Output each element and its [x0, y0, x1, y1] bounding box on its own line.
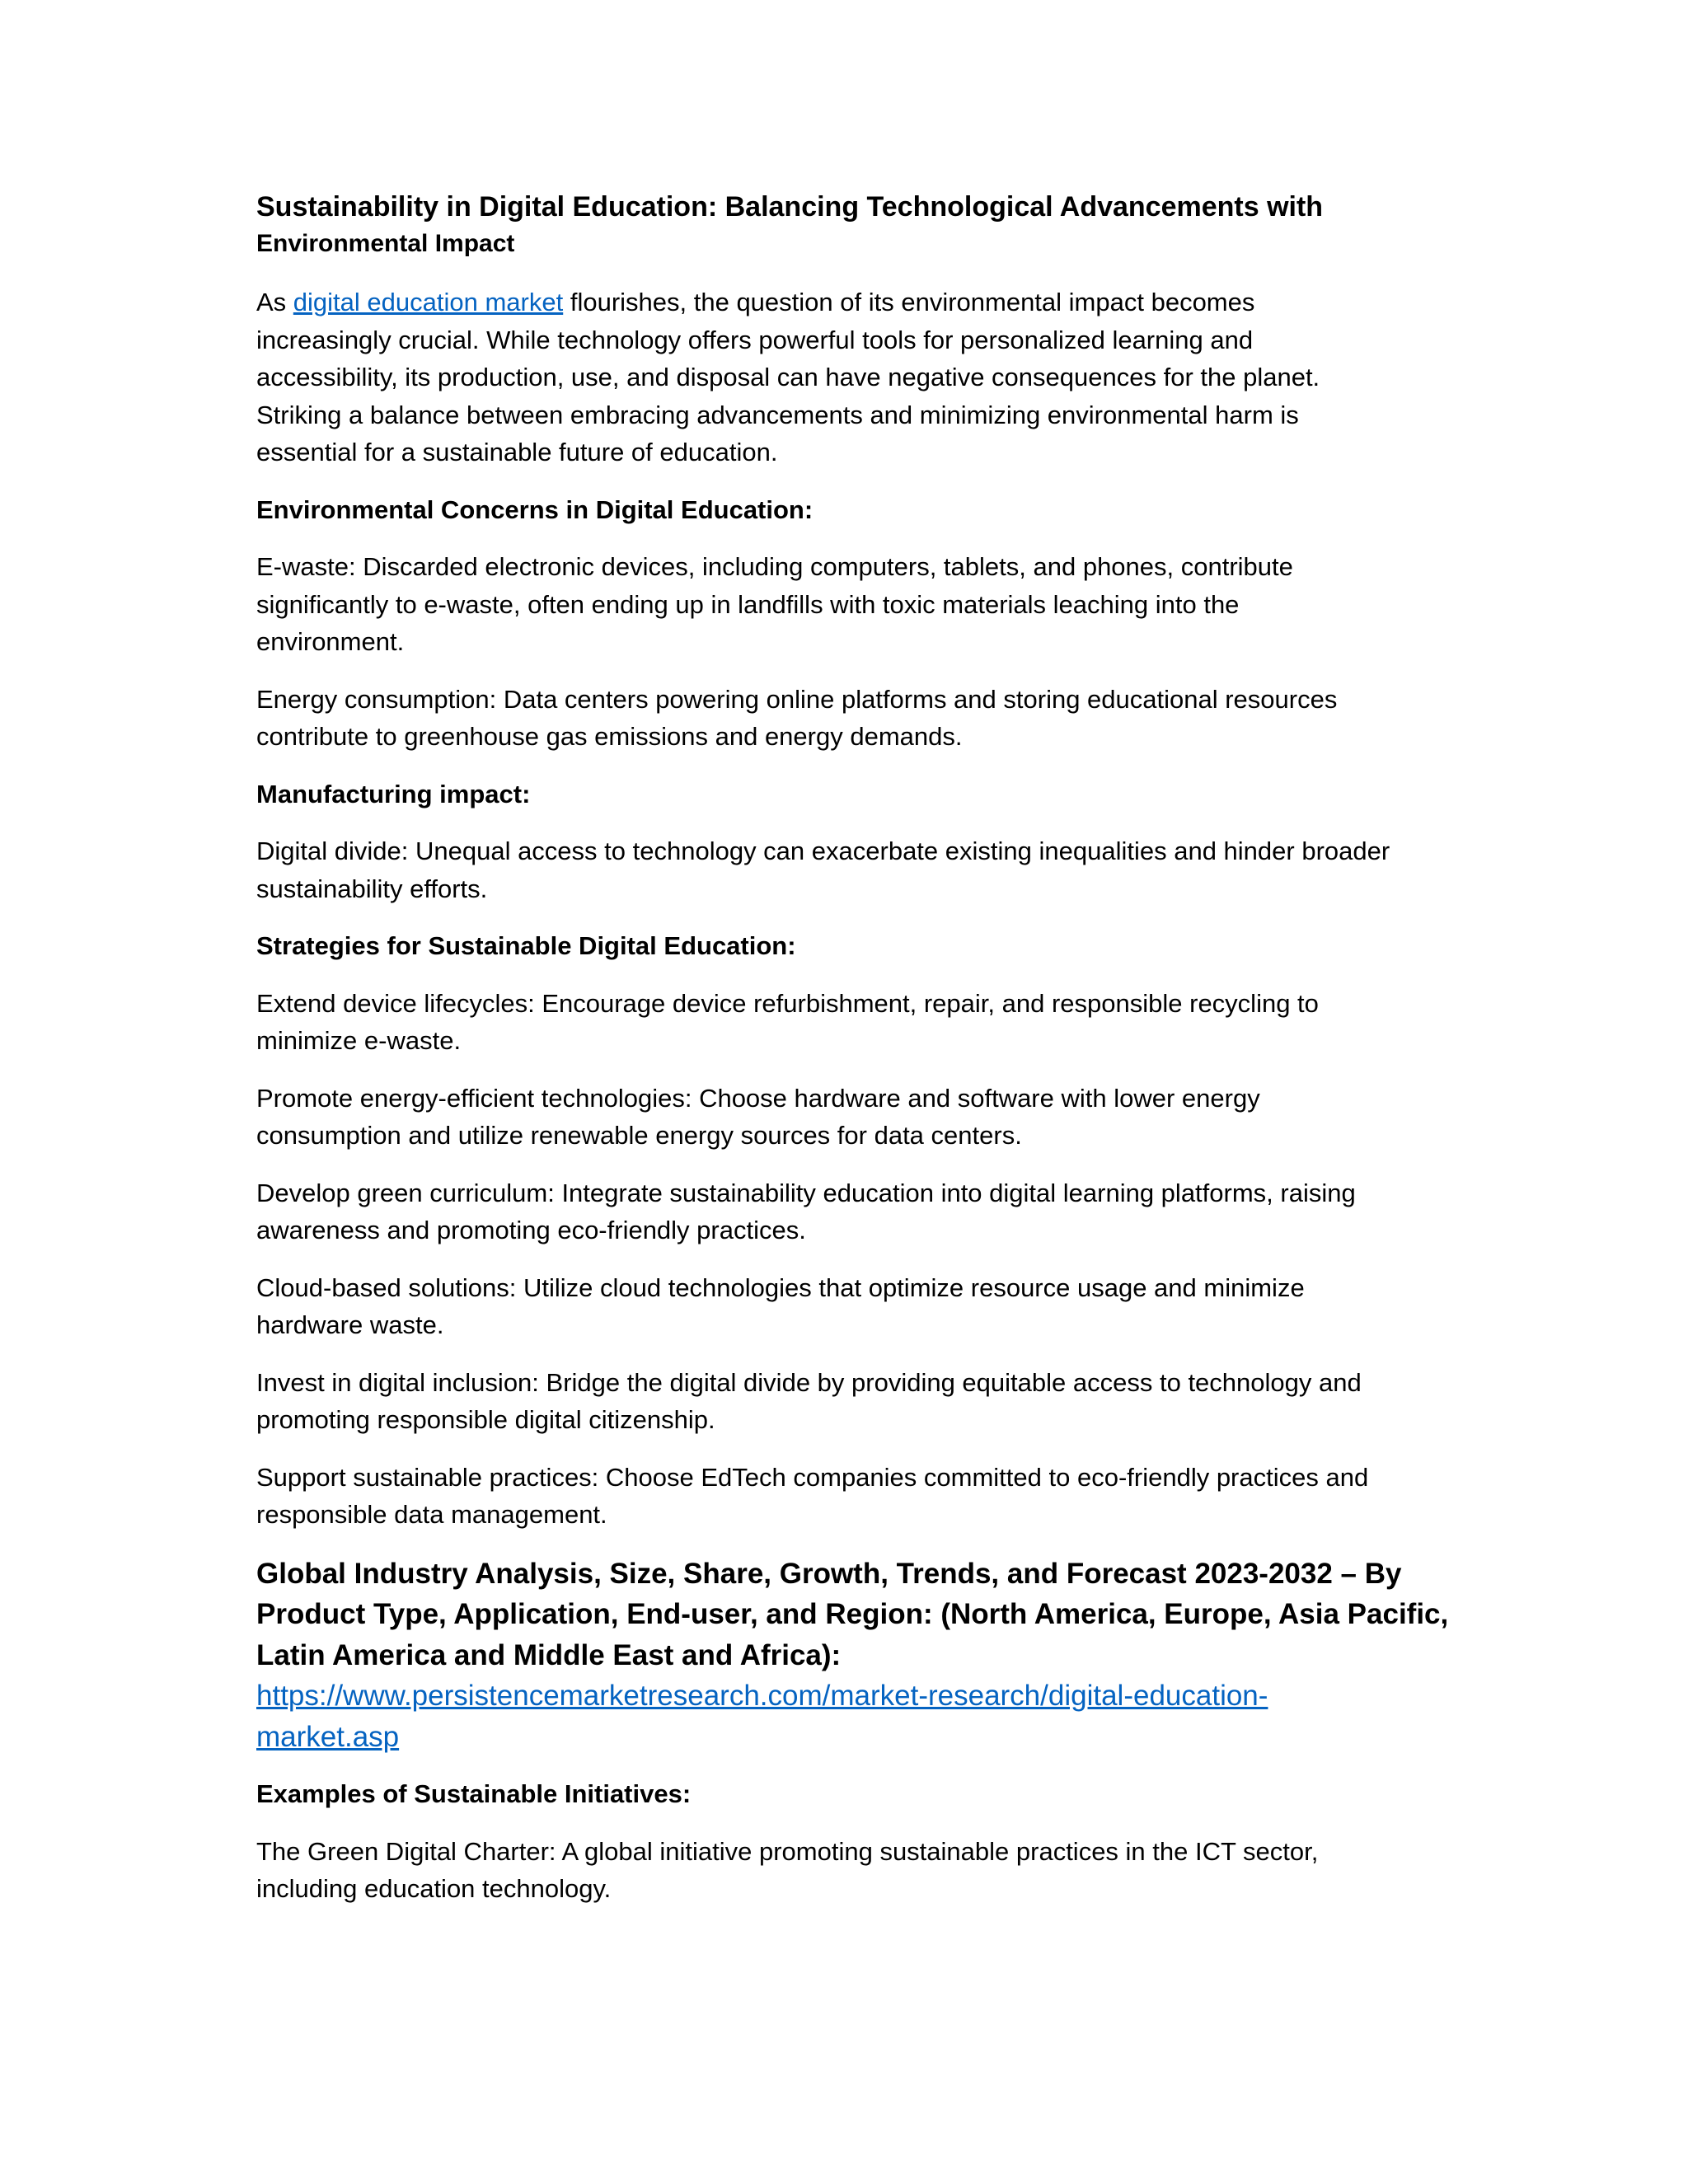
cloud-paragraph — [256, 1269, 1443, 1344]
curriculum-line-1: Develop green curriculum: Integrate sustainability education into digital learning platforms, raising — [256, 1178, 1356, 1207]
document-subtitle: Environmental Impact — [256, 230, 515, 257]
intro-line-5: essential for a sustainable future of education. — [256, 438, 778, 466]
report-url-line-2 — [256, 1717, 1443, 1758]
charter-paragraph — [256, 1833, 1443, 1908]
curriculum-line-2: awareness and promoting eco-friendly practices. — [256, 1216, 806, 1244]
report-url-link-part-2[interactable]: market.asp — [256, 1720, 400, 1753]
cloud-line-2: hardware waste. — [256, 1310, 444, 1339]
intro-line-1-rest: flourishes, the question of its environmental impact becomes — [563, 288, 1255, 316]
energy-paragraph — [256, 681, 1443, 756]
intro-paragraph — [256, 284, 1443, 471]
intro-line-4: Striking a balance between embracing advancements and minimizing environmental harm is — [256, 400, 1299, 429]
document-page — [256, 188, 1449, 1928]
intro-line-2: increasingly crucial. While technology offers powerful tools for personalized learning and — [256, 325, 1254, 354]
lifecycles-line-2: minimize e-waste. — [256, 1026, 462, 1055]
report-line-3: Latin America and Middle East and Africa): — [256, 1638, 842, 1671]
intro-line-3: accessibility, its production, use, and disposal can have negative consequences for the planet. — [256, 363, 1320, 391]
ewaste-line-2: significantly to e-waste, often ending up in landfills with toxic materials leaching into the — [256, 589, 1240, 619]
divide-line-2: sustainability efforts. — [256, 874, 488, 903]
report-line-1: Global Industry Analysis, Size, Share, Growth, Trends, and Forecast 2023-2032 – By — [256, 1557, 1402, 1590]
ewaste-line-3: environment. — [256, 627, 405, 656]
inclusion-line-2: promoting responsible digital citizenship. — [256, 1405, 715, 1434]
report-url-line-1 — [256, 1675, 1443, 1717]
support-line-2: responsible data management. — [256, 1500, 607, 1529]
inclusion-paragraph — [256, 1364, 1443, 1439]
inclusion-line-1: Invest in digital inclusion: Bridge the digital divide by providing equitable access to technology and — [256, 1367, 1362, 1397]
cloud-line-1: Cloud-based solutions: Utilize cloud technologies that optimize resource usage and minimize — [256, 1272, 1305, 1302]
support-line-1: Support sustainable practices: Choose EdTech companies committed to eco-friendly practices and — [256, 1462, 1369, 1492]
energy-line-1: Energy consumption: Data centers powering online platforms and storing educational resources — [256, 684, 1338, 714]
ewaste-line-1: E-waste: Discarded electronic devices, including computers, tablets, and phones, contribute — [256, 552, 1293, 581]
lifecycles-line-1: Extend device lifecycles: Encourage device refurbishment, repair, and responsible recycling to — [256, 988, 1319, 1018]
energy-efficient-paragraph — [256, 1080, 1443, 1155]
report-line-2: Product Type, Application, End-user, and Region: (North America, Europe, Asia Pacific, — [256, 1598, 1449, 1630]
intro-line-1 — [256, 284, 1443, 321]
ewaste-paragraph — [256, 548, 1443, 661]
support-paragraph — [256, 1459, 1443, 1534]
document-title: Sustainability in Digital Education: Balancing Technological Advancements with — [256, 191, 1324, 223]
lifecycles-paragraph — [256, 985, 1443, 1060]
concerns-heading: Environmental Concerns in Digital Education: — [256, 494, 814, 524]
digital-education-market-link[interactable]: digital education market — [293, 288, 564, 316]
curriculum-paragraph — [256, 1174, 1443, 1249]
divide-paragraph — [256, 832, 1443, 907]
intro-prefix: As — [256, 288, 293, 316]
report-block — [256, 1554, 1449, 1758]
examples-heading: Examples of Sustainable Initiatives: — [256, 1779, 692, 1808]
charter-line-1: The Green Digital Charter: A global initiative promoting sustainable practices in the ICT sector, — [256, 1836, 1319, 1866]
divide-line-1: Digital divide: Unequal access to technology can exacerbate existing inequalities and hinder broader — [256, 837, 1390, 865]
energy-line-2: contribute to greenhouse gas emissions and energy demands. — [256, 722, 963, 751]
strategies-heading: Strategies for Sustainable Digital Education: — [256, 931, 796, 960]
charter-line-2: including education technology. — [256, 1874, 612, 1903]
energy-efficient-line-1: Promote energy-efficient technologies: Choose hardware and software with lower energy — [256, 1083, 1260, 1113]
report-url-link-part-1[interactable]: https://www.persistencemarketresearch.com/market-research/digital-education- — [256, 1680, 1268, 1712]
energy-efficient-line-2: consumption and utilize renewable energy sources for data centers. — [256, 1121, 1022, 1150]
manufacturing-heading: Manufacturing impact: — [256, 779, 531, 808]
